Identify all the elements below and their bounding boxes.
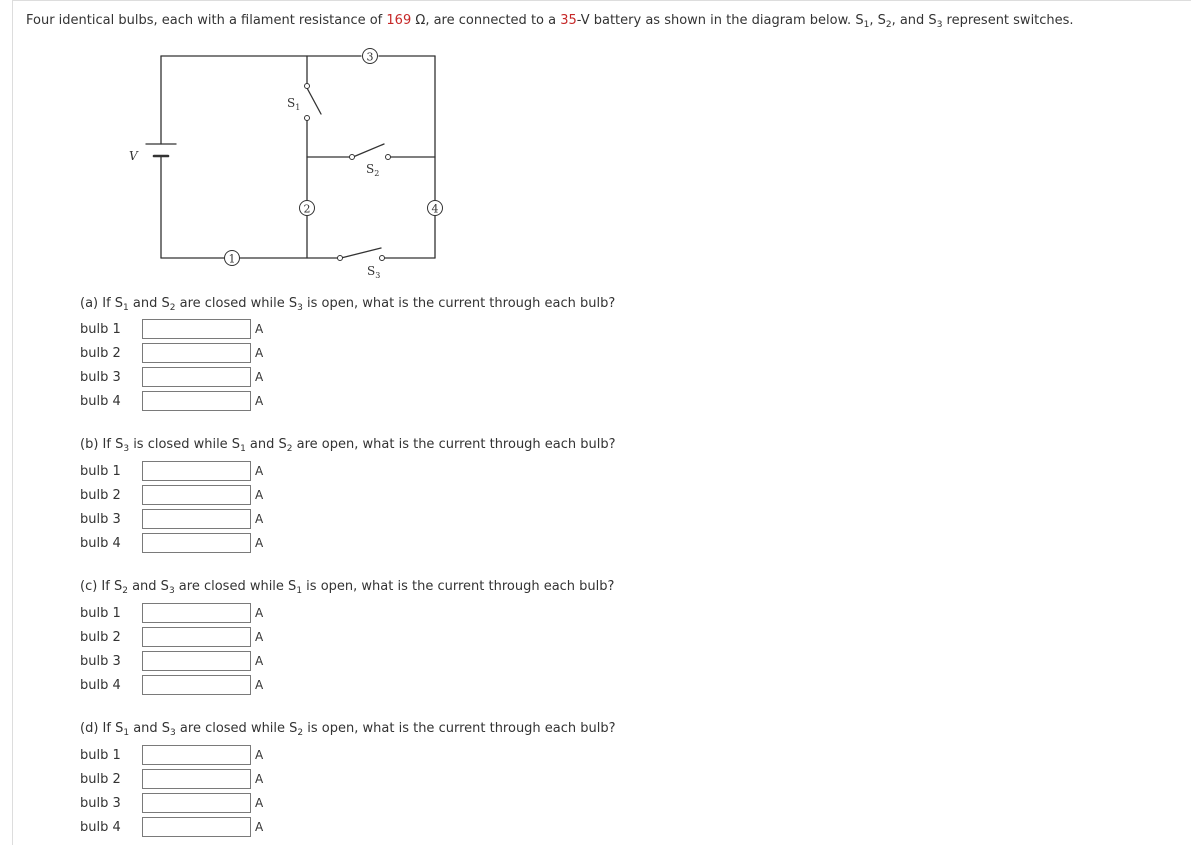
bulb-number-4: 4 [431,202,439,216]
unit-label: A [255,512,264,526]
switch-s3-left-contact [338,256,343,261]
unit-label: A [255,654,264,668]
intro-text-end: represent switches. [942,13,1074,28]
part-c-bulb-3-input[interactable] [142,651,251,671]
switch-s2-right-contact [386,155,391,160]
intro-text-2: , are connected to a [425,13,561,28]
unit-label: A [255,370,264,384]
part-d-bulb-3-input[interactable] [142,793,251,813]
part-d-bulb-1-input[interactable] [142,745,251,765]
part-a-bulb-3-input[interactable] [142,367,251,387]
part-d-bulb-2-input[interactable] [142,769,251,789]
bulb-label: bulb 4 [80,820,121,835]
part-c-bulb-2-input[interactable] [142,627,251,647]
voltage-value: 35 [560,13,577,28]
intro-sep-1: , S [869,13,886,28]
bulb-label: bulb 2 [80,488,121,503]
unit-label: A [255,346,264,360]
unit-label: A [255,630,264,644]
intro-sep-2: , and S [891,13,937,28]
part-b-bulb-4-input[interactable] [142,533,251,553]
part-d-question: (d) If $S_1$ and $S_3$ are closed while $S_2$ is open, what is the current through each bulb? [80,721,616,738]
bulb-number-2: 2 [303,202,311,216]
part-a-question: (a) If $S_1$ and $S_2$ are closed while $S_3$ is open, what is the current through each bulb? [80,296,616,313]
bulb-label: bulb 2 [80,772,121,787]
part-a-bulb-1-input[interactable] [142,319,251,339]
part-b-bulb-1-input[interactable] [142,461,251,481]
switch-s1-top-contact [305,84,310,89]
content-frame-left [12,0,13,845]
resistance-unit: Ω [411,13,426,28]
switch-s2-label: $S_2$ [366,162,380,178]
unit-label: A [255,464,264,478]
unit-label: A [255,536,264,550]
intro-sub-3: 3 [936,20,943,30]
unit-label: A [255,488,264,502]
switch-s3-right-contact [380,256,385,261]
unit-label: A [255,772,264,786]
unit-label: A [255,796,264,810]
bulb-label: bulb 1 [80,322,121,337]
part-b-bulb-3-input[interactable] [142,509,251,529]
unit-label: A [255,820,264,834]
intro-sub-1: 1 [863,20,870,30]
intro-text-1: Four identical bulbs, each with a filament resistance of [26,13,387,28]
switch-s3-label: $S_3$ [367,264,381,280]
part-b-bulb-2-input[interactable] [142,485,251,505]
intro-text-3: -V battery as shown in the diagram below. S [576,13,864,28]
part-a-bulb-2-input[interactable] [142,343,251,363]
bulb-label: bulb 1 [80,748,121,763]
bulb-label: bulb 1 [80,606,121,621]
intro-sub-2: 2 [885,20,892,30]
switch-s1-label: $S_1$ [287,96,301,112]
part-c-question: (c) If $S_2$ and $S_3$ are closed while $S_1$ is open, what is the current through each bulb? [80,579,615,596]
bulb-number-3: 3 [366,50,374,64]
part-d-bulb-4-input[interactable] [142,817,251,837]
unit-label: A [255,606,264,620]
unit-label: A [255,394,264,408]
battery-label: V [129,149,138,163]
unit-label: A [255,748,264,762]
switch-s1-bottom-contact [305,116,310,121]
bulb-label: bulb 1 [80,464,121,479]
bulb-label: bulb 3 [80,654,121,669]
bulb-label: bulb 4 [80,678,121,693]
switch-s1-blade [307,88,321,114]
circuit-diagram [110,40,450,280]
part-b-question: (b) If $S_3$ is closed while $S_1$ and $S_2$ are open, what is the current through each bulb? [80,437,616,454]
unit-label: A [255,678,264,692]
bulb-label: bulb 3 [80,370,121,385]
switch-s2-blade [353,144,384,157]
part-c-bulb-1-input[interactable] [142,603,251,623]
content-frame-top [12,0,1191,1]
bulb-label: bulb 4 [80,394,121,409]
problem-statement [26,12,1074,30]
resistance-value: 169 [386,13,412,28]
bulb-number-1: 1 [228,252,236,266]
bulb-label: bulb 3 [80,796,121,811]
bulb-label: bulb 2 [80,346,121,361]
bulb-label: bulb 3 [80,512,121,527]
switch-s2-left-contact [350,155,355,160]
unit-label: A [255,322,264,336]
switch-s3-blade [341,248,381,258]
bulb-label: bulb 4 [80,536,121,551]
bulb-label: bulb 2 [80,630,121,645]
part-a-bulb-4-input[interactable] [142,391,251,411]
part-c-bulb-4-input[interactable] [142,675,251,695]
